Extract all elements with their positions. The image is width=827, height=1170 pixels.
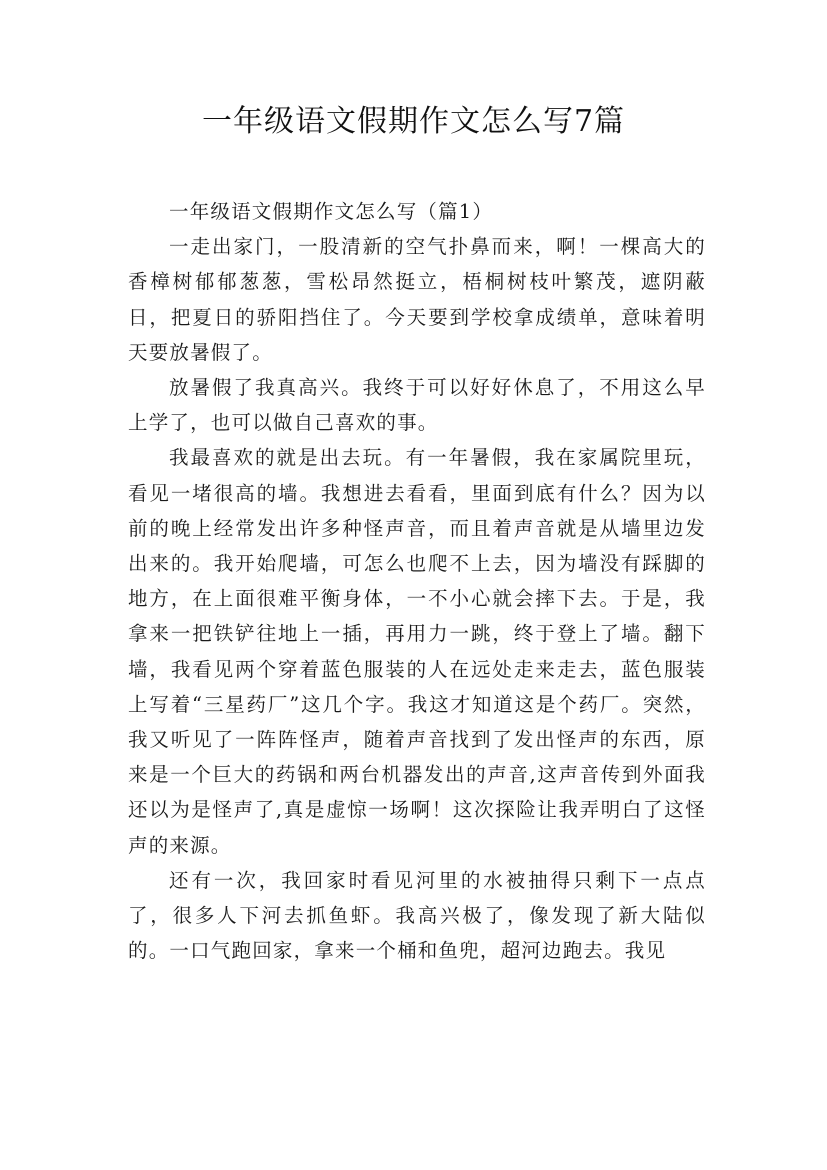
- paragraph-2: 放暑假了我真高兴。我终于可以好好休息了，不用这么早上学了，也可以做自己喜欢的事。: [128, 376, 706, 435]
- paragraph-1: 一走出家门，一股清新的空气扑鼻而来，啊！一棵高大的香樟树郁郁葱葱，雪松昂然挺立，梧桐树枝叶繁茂，遮阴蔽日，把夏日的骄阳挡住了。今天要到学校拿成绩单，意味着明天要放暑假了。: [128, 235, 706, 364]
- document-body: [128, 194, 706, 968]
- paragraph-4: 还有一次，我回家时看见河里的水被抽得只剩下一点点了，很多人下河去抓鱼虾。我高兴极了，像发现了新大陆似的。一口气跑回家，拿来一个桶和鱼兜，超河边跑去。我见: [128, 868, 706, 963]
- section-heading: 一年级语文假期作文怎么写（篇1）: [169, 200, 494, 223]
- paragraph-3: 我最喜欢的就是出去玩。有一年暑假，我在家属院里玩，看见一堵很高的墙。我想进去看看，里面到底有什么？因为以前的晚上经常发出许多种怪声音，而且着声音就是从墙里边发出来的。我开始爬墙，可怎么也爬不上去，因为墙没有踩脚的地方，在上面很难平衡身体，一不小心就会摔下去。于是，我拿来一把铁铲往地上一插，再用力一跳，终于登上了墙。翻下墙，我看见两个穿着蓝色服装的人在远处走来走去，蓝色服装上写着“三星药厂”这几个字。我这才知道这是个药厂。突然，我又听见了一阵阵怪声，随着声音找到了发出怪声的东西，原来是一个巨大的药锅和两台机器发出的声音,这声音传到外面我还以为是怪声了,真是虚惊一场啊！这次探险让我弄明白了这怪声的来源。: [128, 446, 706, 857]
- document-title: 一年级语文假期作文怎么写7篇: [201, 104, 626, 139]
